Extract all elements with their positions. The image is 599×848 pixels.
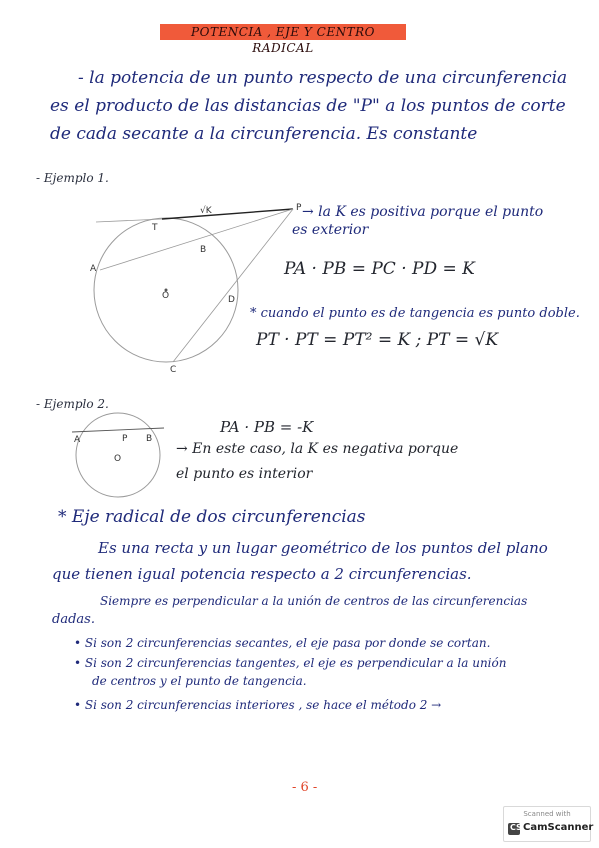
radical-bullet-1: • Si son 2 circunferencias secantes, el eje pasa por donde se cortan. — [74, 636, 491, 650]
ex2-label-b: B — [146, 434, 153, 444]
radical-heading: * Eje radical de dos circunferencias — [58, 507, 366, 527]
example1-heading: - Ejemplo 1. — [36, 171, 109, 185]
example1-note-1: → la K es positiva porque el punto — [302, 204, 544, 220]
camscanner-logo-icon: CS — [508, 823, 520, 835]
label-a: A — [90, 264, 97, 274]
secant-ab — [100, 209, 293, 270]
example1-note-2: es exterior — [292, 222, 369, 238]
watermark-top-text: Scanned with — [523, 810, 571, 818]
label-t: T — [152, 223, 158, 233]
example2-formula: PA · PB = -K — [220, 418, 314, 436]
radical-para1-line2: que tienen igual potencia respecto a 2 circunferencias. — [52, 565, 472, 583]
example1-formula-1: PA · PB = PC · PD = K — [284, 259, 475, 279]
radical-bullet-2-line2: de centros y el punto de tangencia. — [92, 674, 307, 688]
label-p: P — [296, 203, 302, 213]
example2-note-2: el punto es interior — [176, 466, 313, 482]
example1-note-3: * cuando el punto es de tangencia es punto doble. — [250, 306, 580, 321]
label-d: D — [228, 295, 235, 305]
page-title: POTENCIA , EJE Y CENTRO RADICAL — [160, 24, 406, 40]
ex2-label-o: O — [114, 454, 122, 464]
tangent-extension — [96, 219, 162, 222]
ex2-label-p: P — [122, 434, 128, 444]
ex2-label-a: A — [74, 435, 81, 445]
tangent-segment — [162, 209, 293, 219]
radical-para1-line1: Es una recta y un lugar geométrico de los puntos del plano — [98, 539, 548, 557]
intro-line-2: es el producto de las distancias de "P" a los puntos de corte — [50, 96, 566, 116]
label-b: B — [200, 245, 207, 255]
sqrt-k-label: √K — [200, 206, 212, 216]
page-number: - 6 - — [292, 780, 318, 795]
camscanner-watermark — [503, 806, 594, 842]
label-c: C — [170, 365, 177, 375]
watermark-name: CamScanner — [523, 822, 594, 833]
label-o: O — [162, 291, 170, 301]
example2-note-1: → En este caso, la K es negativa porque — [176, 441, 459, 457]
example2-heading: - Ejemplo 2. — [36, 397, 109, 411]
intro-line-3: de cada secante a la circunferencia. Es constante — [50, 124, 478, 144]
intro-line-1: - la potencia de un punto respecto de una circunferencia — [78, 68, 568, 88]
radical-para2-line1: Siempre es perpendicular a la unión de centros de las circunferencias — [100, 594, 528, 608]
radical-bullet-2-line1: • Si son 2 circunferencias tangentes, el eje es perpendicular a la unión — [74, 656, 507, 670]
radical-para2-line2: dadas. — [52, 612, 95, 627]
example1-formula-2: PT · PT = PT² = K ; PT = √K — [256, 330, 499, 350]
radical-bullet-3: • Si son 2 circunferencias interiores , se hace el método 2 → — [74, 698, 442, 712]
